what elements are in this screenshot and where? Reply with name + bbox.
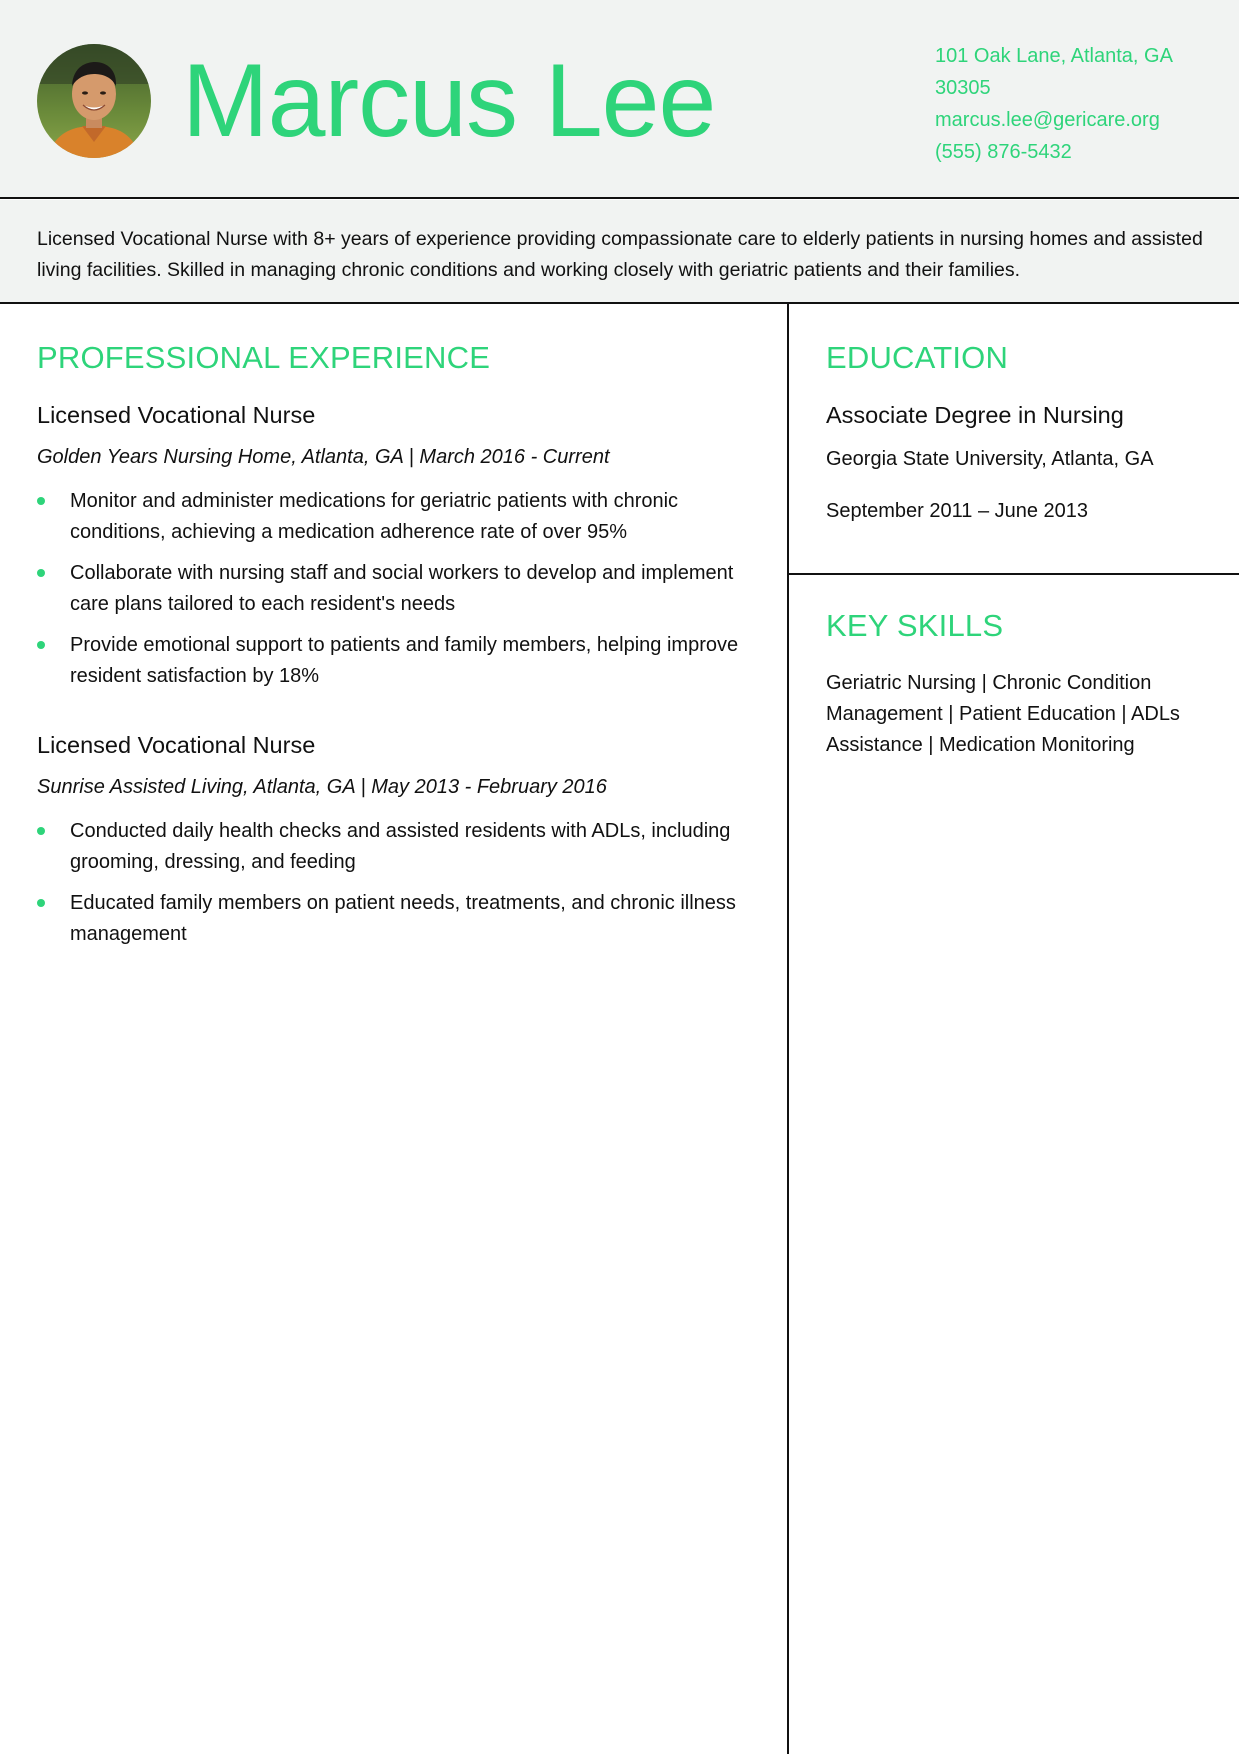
skills-list: Geriatric Nursing | Chronic Condition Management | Patient Education | ADLs Assistance | Medication Monitoring (826, 672, 1180, 756)
education-school: Georgia State University, Atlanta, GA (826, 448, 1154, 470)
contact-email[interactable]: marcus.lee@gericare.org (935, 109, 1160, 131)
summary-text: Licensed Vocational Nurse with 8+ years of experience providing compassionate care to elderly patients in nursing homes and assisted living facilities. Skilled in managing chronic conditions and working closely with geriatric patients and their families. (37, 228, 1203, 281)
bullet-dot-icon (37, 899, 45, 907)
candidate-name: Marcus Lee (182, 43, 716, 159)
experience-section (37, 336, 757, 960)
contact-address: 101 Oak Lane, Atlanta, GA 30305 (935, 45, 1172, 99)
bullet-text: Provide emotional support to patients and family members, helping improve resident satisfaction by 18% (70, 634, 739, 687)
job-entry (37, 398, 757, 692)
skills-section (826, 604, 1216, 761)
resume-header (0, 0, 1239, 198)
job-bullets (37, 816, 757, 950)
profile-photo (37, 44, 151, 158)
education-dates: September 2011 – June 2013 (826, 500, 1089, 522)
bullet-item (37, 486, 757, 548)
avatar (37, 44, 151, 158)
bullet-item (37, 816, 757, 878)
job-title: Licensed Vocational Nurse (37, 402, 316, 428)
bullet-item (37, 558, 757, 620)
job-title: Licensed Vocational Nurse (37, 732, 316, 758)
bullet-text: Educated family members on patient needs, treatments, and chronic illness management (70, 892, 736, 945)
bullet-text: Monitor and administer medications for geriatric patients with chronic conditions, achieving a medication adherence rate of over 95% (70, 490, 679, 543)
column-divider (787, 303, 789, 1754)
bullet-dot-icon (37, 827, 45, 835)
bullet-dot-icon (37, 497, 45, 505)
header-divider (0, 197, 1239, 199)
summary-divider (0, 302, 1239, 304)
job-meta: Golden Years Nursing Home, Atlanta, GA | March 2016 - Current (37, 446, 610, 468)
bullet-item (37, 630, 757, 692)
contact-phone[interactable]: (555) 876-5432 (935, 141, 1072, 163)
bullet-text: Collaborate with nursing staff and social workers to develop and implement care plans tailored to each resident's needs (70, 562, 734, 615)
experience-heading: PROFESSIONAL EXPERIENCE (37, 340, 491, 375)
right-section-divider (789, 573, 1239, 575)
education-section (826, 336, 1216, 526)
bullet-text: Conducted daily health checks and assisted residents with ADLs, including grooming, dressing, and feeding (70, 820, 731, 873)
bullet-item (37, 888, 757, 950)
education-degree: Associate Degree in Nursing (826, 402, 1124, 428)
bullet-dot-icon (37, 641, 45, 649)
job-entry (37, 728, 757, 950)
bullet-dot-icon (37, 569, 45, 577)
education-heading: EDUCATION (826, 340, 1009, 375)
skills-heading: KEY SKILLS (826, 608, 1004, 643)
contact-block (935, 40, 1215, 168)
job-bullets (37, 486, 757, 692)
job-meta: Sunrise Assisted Living, Atlanta, GA | May 2013 - February 2016 (37, 776, 607, 798)
summary-section (0, 200, 1239, 303)
